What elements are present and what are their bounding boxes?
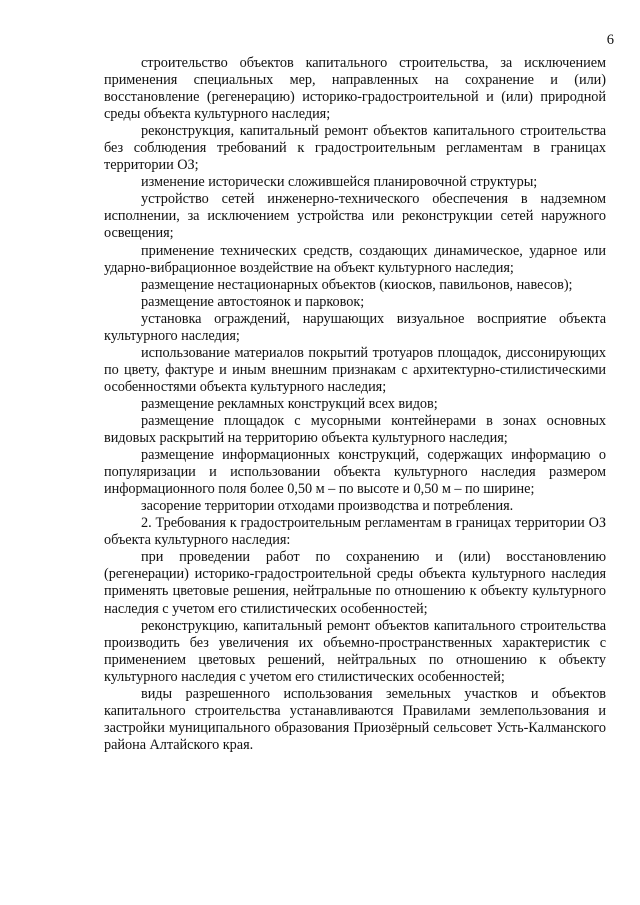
paragraph: установка ограждений, нарушающих визуальное восприятие объекта культурного наследия; <box>104 310 606 344</box>
paragraph: строительство объектов капитального строительства, за исключением применения специальных мер, направленных на сохранение и (или) восстановление (регенерацию) историко-градостроительной и (или) природной среды объекта культурного наследия; <box>104 55 606 123</box>
paragraph: размещение информационных конструкций, содержащих информацию о популяризации и использовании объекта культурного наследия размером информационного поля более 0,50 м – по высоте и 0,50 м – по ширине; <box>104 447 606 498</box>
document-body <box>104 55 606 754</box>
paragraph: реконструкция, капитальный ремонт объектов капитального строительства без соблюдения требований к градостроительным регламентам в границах территории ОЗ; <box>104 123 606 174</box>
paragraph: размещение автостоянок и парковок; <box>141 293 365 310</box>
paragraph: размещение площадок с мусорными контейнерами в зонах основных видовых раскрытий на территорию объекта культурного наследия; <box>104 412 606 447</box>
paragraph: изменение исторически сложившейся планировочной структуры; <box>141 174 538 191</box>
paragraph: реконструкцию, капитальный ремонт объектов капитального строительства производить без увеличения их объемно-пространственных характеристик с применением цветовых решений, нейтральных по отношению к объекту культурного наследия с учетом его стилистических особенностей; <box>104 617 606 685</box>
paragraph: размещение нестационарных объектов (киосков, павильонов, навесов); <box>141 276 573 293</box>
paragraph: при проведении работ по сохранению и (или) восстановлению (регенерации) историко-градостроительной среды объекта культурного наследия применять цветовые решения, нейтральные по отношению к объекту культурного наследия с учетом его стилистических особенностей; <box>104 549 606 617</box>
paragraph: устройство сетей инженерно-технического обеспечения в надземном исполнении, за исключением устройства или реконструкции сетей наружного освещения; <box>104 191 606 242</box>
page-number: 6 <box>606 32 614 48</box>
paragraph: применение технических средств, создающих динамическое, ударное или ударно-вибрационное воздействие на объект культурного наследия; <box>104 242 606 276</box>
paragraph: засорение территории отходами производства и потребления. <box>141 498 514 515</box>
section-heading-paragraph: 2. Требования к градостроительным регламентам в границах территории ОЗ объекта культурного наследия: <box>104 515 606 549</box>
paragraph: размещение рекламных конструкций всех видов; <box>141 395 438 412</box>
paragraph: виды разрешенного использования земельных участков и объектов капитального строительства устанавливаются Правилами землепользования и застройки муниципального образования Приозёрный сельсовет Усть-Калманского района Алтайского края. <box>104 685 606 753</box>
paragraph: использование материалов покрытий тротуаров площадок, диссонирующих по цвету, фактуре и иным внешним признакам с архитектурно-стилистическими особенностями объекта культурного наследия; <box>104 344 606 395</box>
